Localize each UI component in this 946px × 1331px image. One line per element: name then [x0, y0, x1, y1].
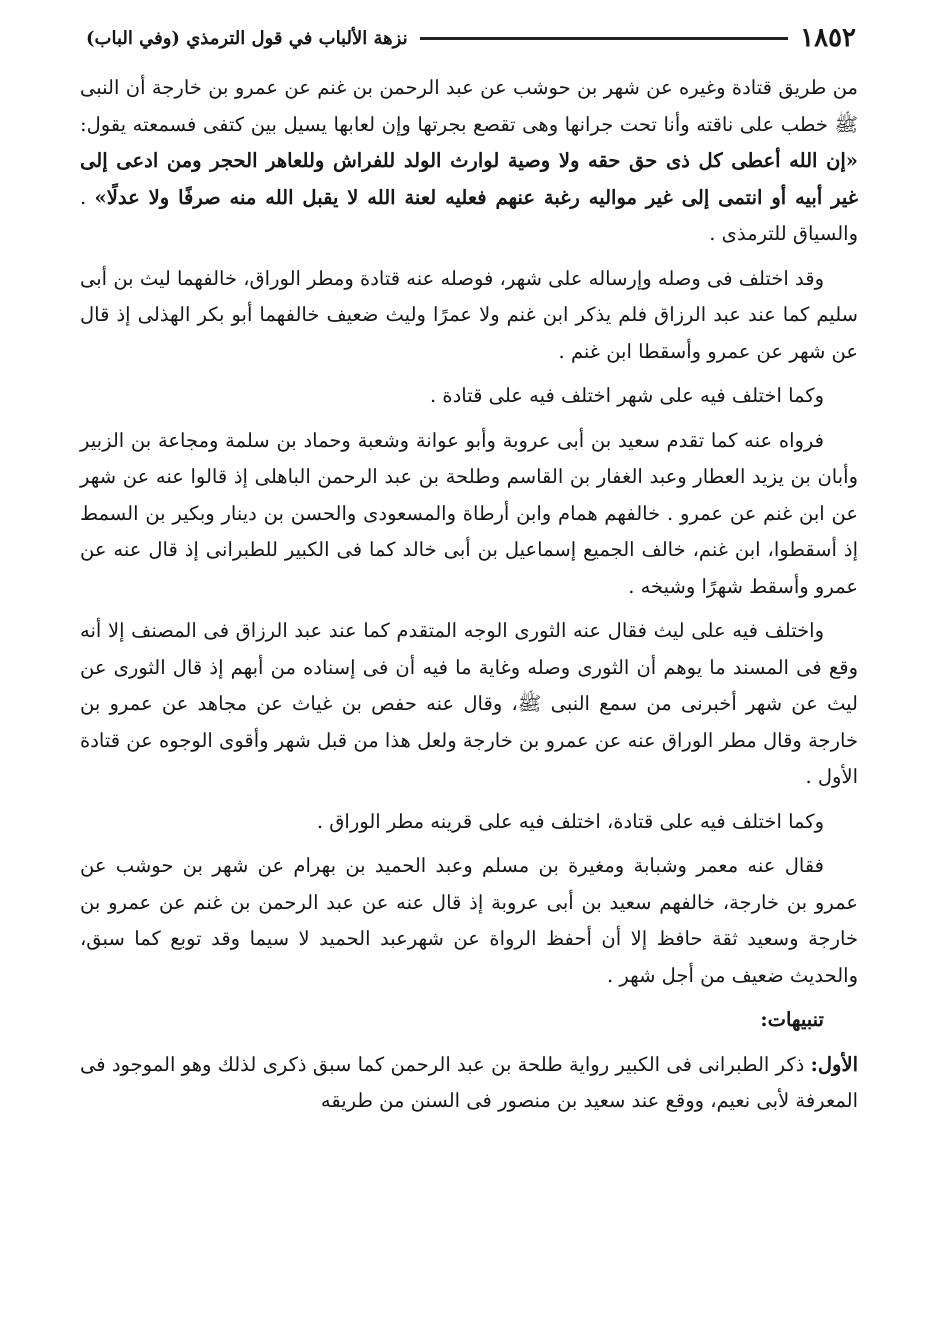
page-number: ١٨٥٢ — [800, 23, 856, 53]
running-title: نزهة الألباب في قول الترمذي (وفي الباب) — [86, 27, 408, 49]
notes-heading: تنبيهات: — [760, 1008, 824, 1031]
page-body — [80, 70, 858, 1128]
page-header — [86, 22, 856, 54]
paragraph: فرواه عنه كما تقدم سعيد بن أبى عروبة وأبو عوانة وشعبة وحماد بن سلمة ومجاعة بن الزبير وأبان بن يزيد العطار وعبد الغفار بن القاسم وطلحة بن عبد الرحمن الباهلى إذ قالوا عنه عن شهر عن ابن غنم عن عمرو . خالفهم همام وابن أرطاة والمسعودى والحسن بن دينار وبكير بن السمط إذ أسقطوا، ابن غنم، خالف الجميع إسماعيل بن أبى خالد كما فى الكبير للطبرانى إذ قال عنه عن عمرو وأسقط شهرًا وشيخه . — [80, 428, 858, 598]
paragraph: وكما اختلف فيه على شهر اختلف فيه على قتادة . — [429, 384, 824, 407]
hadith-quote: «إن الله أعطى كل ذى حق حقه ولا وصية لوارث الولد للفراش وللعاهر الحجر ومن ادعى إلى غير أبيه أو انتمى إلى غير مواليه رغبة عنهم فعليه لعنة الله لا يقبل الله منه صرفًا ولا عدلًا» — [80, 149, 858, 209]
note-first — [80, 1047, 858, 1120]
paragraph: وقد اختلف فى وصله وإرساله على شهر، فوصله عنه قتادة ومطر الوراق، خالفهما ليث بن أبى سليم كما عند عبد الرزاق فلم يذكر ابن غنم ولا عمرًا وليث ضعيف خالفهما أبو بكر الهذلى إذ قال عن شهر عن عمرو وأسقطا ابن غنم . — [80, 266, 858, 363]
paragraph: وكما اختلف فيه على قتادة، اختلف فيه على قرينه مطر الوراق . — [316, 809, 824, 833]
paragraph: واختلف فيه على ليث فقال عنه الثورى الوجه المتقدم كما عند عبد الرزاق فى المصنف إلا أنه وقع فى المسند ما يوهم أن الثورى وصله وغاية ما فيه أن فى إسناده من أبهم إذ قال الثورى عن ليث عن شهر أخبرنى من سمع النبى ﷺ، وقال عنه حفص بن غياث عن مجاهد عن عمرو بن خارجة وقال مطر الوراق عنه عن عمرو بن خارجة ولعل هذا من قبل شهر وأقوى الوجوه عن قتادة الأول . — [80, 619, 858, 788]
note-text: ذكر الطبرانى فى الكبير رواية طلحة بن عبد الرحمن كما سبق ذكرى لذلك وهو الموجود فى المعرفة لأبى نعيم، ووقع عند سعيد بن منصور فى السنن من طريقه — [80, 1052, 858, 1112]
paragraph-text: من طريق قتادة وغيره عن شهر بن حوشب عن عبد الرحمن بن غنم عن عمرو بن خارجة أن النبى ﷺ خطب على ناقته وأنا تحت جرانها وهى تقصع بجرتها وإن لعابها يسيل بين كتفى فسمعته يقول: — [80, 76, 858, 136]
note-label: الأول: — [810, 1052, 858, 1076]
paragraph: فقال عنه معمر وشبابة ومغيرة بن مسلم وعبد الحميد بن بهرام عن شهر بن حوشب عن عمرو بن خارجة، خالفهم سعيد بن أبى عروبة إذ قال عنه عن عبد الرحمن بن غنم عن عمرو بن خارجة وسعيد ثقة حافظ إلا أن أحفظ الرواة عن شهرعبد الحميد لا سيما وقد توبع كما سبق، والحديث ضعيف من أجل شهر . — [80, 854, 858, 987]
paragraph-text: . والسياق للترمذى . — [80, 185, 858, 245]
header-rule — [420, 37, 789, 40]
paragraph-hadith — [80, 70, 858, 253]
